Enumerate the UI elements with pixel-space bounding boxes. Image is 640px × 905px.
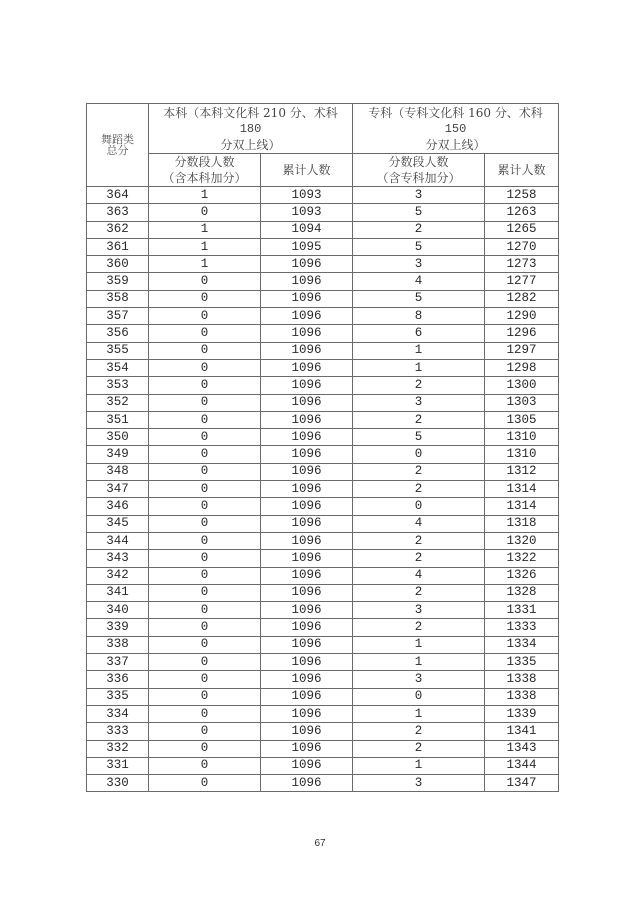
undergraduate-cumulative-cell: 1096 (261, 619, 353, 636)
junior-college-cumulative-cell: 1263 (485, 204, 559, 221)
undergraduate-segment-count-cell: 0 (149, 342, 261, 359)
total-score-cell: 362 (87, 221, 149, 238)
undergraduate-cumulative-cell: 1096 (261, 256, 353, 273)
undergraduate-segment-count-cell: 0 (149, 463, 261, 480)
junior-college-cumulative-cell: 1297 (485, 342, 559, 359)
undergraduate-segment-count-cell: 0 (149, 204, 261, 221)
undergraduate-segment-count-cell: 0 (149, 740, 261, 757)
undergraduate-segment-count-cell: 0 (149, 688, 261, 705)
junior-college-cumulative-cell: 1347 (485, 775, 559, 792)
undergraduate-segment-count-cell: 0 (149, 429, 261, 446)
total-score-cell: 363 (87, 204, 149, 221)
junior-college-cumulative-cell: 1344 (485, 757, 559, 774)
junior-college-cumulative-cell: 1326 (485, 567, 559, 584)
total-score-cell: 351 (87, 411, 149, 428)
total-score-cell: 346 (87, 498, 149, 515)
table-row (87, 636, 559, 653)
undergraduate-cumulative-cell: 1094 (261, 221, 353, 238)
table-row (87, 359, 559, 376)
junior-college-segment-count-cell: 5 (353, 238, 485, 255)
table-row (87, 567, 559, 584)
junior-college-segment-count-cell: 1 (353, 342, 485, 359)
junior-college-cumulative-cell: 1341 (485, 723, 559, 740)
undergraduate-segment-count-cell: 1 (149, 221, 261, 238)
undergraduate-segment-count-header (149, 154, 261, 187)
junior-college-cumulative-header (485, 154, 559, 187)
junior-college-segment-count-cell: 1 (353, 636, 485, 653)
undergraduate-cumulative-cell: 1096 (261, 325, 353, 342)
total-score-cell: 341 (87, 584, 149, 601)
table-row (87, 688, 559, 705)
junior-college-segment-count-cell: 2 (353, 740, 485, 757)
junior-college-segment-count-cell: 2 (353, 723, 485, 740)
table-row (87, 204, 559, 221)
table-row (87, 481, 559, 498)
table-row (87, 429, 559, 446)
junior-college-segment-count-header (353, 154, 485, 187)
undergraduate-cumulative-cell: 1096 (261, 273, 353, 290)
junior-college-segment-count-cell: 2 (353, 619, 485, 636)
junior-college-segment-count-cell: 2 (353, 550, 485, 567)
junior-college-cumulative-cell: 1335 (485, 654, 559, 671)
junior-college-cumulative-cell: 1258 (485, 187, 559, 204)
junior-college-cumulative-cell: 1282 (485, 290, 559, 307)
junior-college-segment-count-cell: 5 (353, 204, 485, 221)
table-row (87, 394, 559, 411)
undergraduate-group-header (149, 104, 353, 154)
table-row (87, 671, 559, 688)
undergraduate-segment-count-cell: 0 (149, 273, 261, 290)
table-row (87, 446, 559, 463)
total-score-cell: 335 (87, 688, 149, 705)
junior-college-segment-count-cell: 4 (353, 273, 485, 290)
junior-college-cumulative-cell: 1312 (485, 463, 559, 480)
subheader-line1: 累计人数 (497, 163, 546, 177)
undergraduate-cumulative-cell: 1096 (261, 308, 353, 325)
table-row (87, 238, 559, 255)
undergraduate-segment-count-cell: 1 (149, 187, 261, 204)
junior-college-header-line2: 150 (444, 121, 467, 136)
table-row (87, 498, 559, 515)
undergraduate-cumulative-cell: 1096 (261, 377, 353, 394)
total-score-cell: 339 (87, 619, 149, 636)
table-row (87, 775, 559, 792)
undergraduate-cumulative-cell: 1096 (261, 463, 353, 480)
undergraduate-cumulative-cell: 1096 (261, 342, 353, 359)
junior-college-cumulative-cell: 1333 (485, 619, 559, 636)
total-score-cell: 358 (87, 290, 149, 307)
junior-college-segment-count-cell: 5 (353, 429, 485, 446)
page-number: 67 (314, 838, 326, 849)
junior-college-cumulative-cell: 1298 (485, 359, 559, 376)
junior-college-segment-count-cell: 3 (353, 394, 485, 411)
undergraduate-segment-count-cell: 0 (149, 757, 261, 774)
junior-college-cumulative-cell: 1314 (485, 498, 559, 515)
table-row (87, 619, 559, 636)
undergraduate-cumulative-cell: 1096 (261, 290, 353, 307)
table-body (87, 187, 559, 792)
undergraduate-segment-count-cell: 0 (149, 705, 261, 722)
table-row (87, 654, 559, 671)
junior-college-cumulative-cell: 1334 (485, 636, 559, 653)
total-score-cell: 353 (87, 377, 149, 394)
total-score-header-line1: 舞蹈类 (101, 133, 134, 146)
junior-college-segment-count-cell: 3 (353, 602, 485, 619)
junior-college-cumulative-cell: 1331 (485, 602, 559, 619)
junior-college-segment-count-cell: 8 (353, 308, 485, 325)
total-score-cell: 352 (87, 394, 149, 411)
junior-college-segment-count-cell: 3 (353, 671, 485, 688)
undergraduate-cumulative-cell: 1095 (261, 238, 353, 255)
total-score-cell: 357 (87, 308, 149, 325)
undergraduate-cumulative-cell: 1096 (261, 550, 353, 567)
junior-college-cumulative-cell: 1310 (485, 429, 559, 446)
table-row (87, 705, 559, 722)
junior-college-segment-count-cell: 0 (353, 498, 485, 515)
junior-college-cumulative-cell: 1318 (485, 515, 559, 532)
junior-college-segment-count-cell: 1 (353, 757, 485, 774)
undergraduate-header-line1: 本科（本科文化科 210 分、术科 (163, 105, 338, 120)
total-score-cell: 347 (87, 481, 149, 498)
undergraduate-cumulative-cell: 1096 (261, 394, 353, 411)
junior-college-segment-count-cell: 1 (353, 359, 485, 376)
junior-college-cumulative-cell: 1343 (485, 740, 559, 757)
table-row (87, 584, 559, 601)
junior-college-cumulative-cell: 1303 (485, 394, 559, 411)
total-score-cell: 330 (87, 775, 149, 792)
subheader-line2: （含专科加分） (376, 171, 461, 185)
table-row (87, 308, 559, 325)
undergraduate-segment-count-cell: 1 (149, 238, 261, 255)
total-score-cell: 345 (87, 515, 149, 532)
undergraduate-cumulative-cell: 1096 (261, 723, 353, 740)
table-row (87, 723, 559, 740)
total-score-cell: 349 (87, 446, 149, 463)
junior-college-segment-count-cell: 2 (353, 481, 485, 498)
undergraduate-segment-count-cell: 0 (149, 723, 261, 740)
total-score-cell: 348 (87, 463, 149, 480)
junior-college-header-line1: 专科（专科文化科 160 分、术科 (368, 105, 543, 120)
undergraduate-segment-count-cell: 0 (149, 775, 261, 792)
table-row (87, 550, 559, 567)
junior-college-cumulative-cell: 1265 (485, 221, 559, 238)
junior-college-cumulative-cell: 1310 (485, 446, 559, 463)
undergraduate-cumulative-cell: 1096 (261, 532, 353, 549)
table-row (87, 256, 559, 273)
total-score-cell: 354 (87, 359, 149, 376)
total-score-header-line2: 总分 (106, 144, 129, 157)
undergraduate-cumulative-cell: 1096 (261, 757, 353, 774)
total-score-cell: 338 (87, 636, 149, 653)
junior-college-segment-count-cell: 3 (353, 775, 485, 792)
total-score-cell: 342 (87, 567, 149, 584)
junior-college-cumulative-cell: 1296 (485, 325, 559, 342)
undergraduate-cumulative-cell: 1093 (261, 204, 353, 221)
total-score-cell: 331 (87, 757, 149, 774)
undergraduate-cumulative-cell: 1096 (261, 705, 353, 722)
undergraduate-segment-count-cell: 0 (149, 584, 261, 601)
undergraduate-header-line2: 180 (239, 121, 262, 136)
junior-college-segment-count-cell: 4 (353, 515, 485, 532)
undergraduate-segment-count-cell: 0 (149, 359, 261, 376)
junior-college-cumulative-cell: 1322 (485, 550, 559, 567)
total-score-cell: 343 (87, 550, 149, 567)
undergraduate-segment-count-cell: 1 (149, 256, 261, 273)
junior-college-segment-count-cell: 2 (353, 411, 485, 428)
undergraduate-cumulative-cell: 1096 (261, 584, 353, 601)
undergraduate-cumulative-cell: 1093 (261, 187, 353, 204)
table-row (87, 602, 559, 619)
total-score-cell: 355 (87, 342, 149, 359)
junior-college-segment-count-cell: 2 (353, 463, 485, 480)
undergraduate-cumulative-cell: 1096 (261, 740, 353, 757)
undergraduate-segment-count-cell: 0 (149, 619, 261, 636)
junior-college-cumulative-cell: 1270 (485, 238, 559, 255)
total-score-cell: 337 (87, 654, 149, 671)
undergraduate-segment-count-cell: 0 (149, 636, 261, 653)
table-row (87, 515, 559, 532)
total-score-cell: 361 (87, 238, 149, 255)
total-score-header (87, 104, 149, 187)
total-score-cell: 334 (87, 705, 149, 722)
undergraduate-segment-count-cell: 0 (149, 446, 261, 463)
junior-college-cumulative-cell: 1314 (485, 481, 559, 498)
undergraduate-cumulative-cell: 1096 (261, 498, 353, 515)
total-score-cell: 344 (87, 532, 149, 549)
junior-college-segment-count-cell: 6 (353, 325, 485, 342)
junior-college-cumulative-cell: 1339 (485, 705, 559, 722)
table-row (87, 757, 559, 774)
table-row (87, 187, 559, 204)
junior-college-cumulative-cell: 1338 (485, 671, 559, 688)
undergraduate-segment-count-cell: 0 (149, 515, 261, 532)
undergraduate-segment-count-cell: 0 (149, 602, 261, 619)
junior-college-group-header (353, 104, 559, 154)
undergraduate-segment-count-cell: 0 (149, 532, 261, 549)
total-score-cell: 332 (87, 740, 149, 757)
undergraduate-segment-count-cell: 0 (149, 498, 261, 515)
undergraduate-cumulative-cell: 1096 (261, 429, 353, 446)
junior-college-segment-count-cell: 3 (353, 187, 485, 204)
junior-college-cumulative-cell: 1305 (485, 411, 559, 428)
junior-college-cumulative-cell: 1300 (485, 377, 559, 394)
total-score-cell: 336 (87, 671, 149, 688)
subheader-line1: 分数段人数 (174, 155, 235, 169)
junior-college-segment-count-cell: 0 (353, 688, 485, 705)
undergraduate-segment-count-cell: 0 (149, 394, 261, 411)
junior-college-segment-count-cell: 4 (353, 567, 485, 584)
undergraduate-cumulative-cell: 1096 (261, 359, 353, 376)
total-score-cell: 364 (87, 187, 149, 204)
junior-college-cumulative-cell: 1320 (485, 532, 559, 549)
junior-college-segment-count-cell: 2 (353, 584, 485, 601)
table-row (87, 342, 559, 359)
subheader-line1: 累计人数 (282, 163, 331, 177)
junior-college-segment-count-cell: 5 (353, 290, 485, 307)
undergraduate-cumulative-cell: 1096 (261, 481, 353, 498)
undergraduate-segment-count-cell: 0 (149, 481, 261, 498)
undergraduate-cumulative-cell: 1096 (261, 446, 353, 463)
table-row (87, 463, 559, 480)
undergraduate-cumulative-cell: 1096 (261, 567, 353, 584)
undergraduate-header-line3: 分双上线） (220, 137, 281, 152)
undergraduate-segment-count-cell: 0 (149, 654, 261, 671)
table-row (87, 740, 559, 757)
undergraduate-segment-count-cell: 0 (149, 550, 261, 567)
undergraduate-cumulative-cell: 1096 (261, 411, 353, 428)
table-row (87, 411, 559, 428)
undergraduate-segment-count-cell: 0 (149, 290, 261, 307)
undergraduate-segment-count-cell: 0 (149, 308, 261, 325)
undergraduate-cumulative-cell: 1096 (261, 602, 353, 619)
header-row-groups (87, 104, 559, 154)
total-score-cell: 340 (87, 602, 149, 619)
score-distribution-table (86, 103, 559, 792)
subheader-line1: 分数段人数 (388, 155, 449, 169)
total-score-cell: 359 (87, 273, 149, 290)
undergraduate-cumulative-header (261, 154, 353, 187)
junior-college-header-line3: 分双上线） (425, 137, 486, 152)
table-row (87, 290, 559, 307)
junior-college-segment-count-cell: 2 (353, 221, 485, 238)
junior-college-cumulative-cell: 1328 (485, 584, 559, 601)
junior-college-cumulative-cell: 1277 (485, 273, 559, 290)
total-score-cell: 360 (87, 256, 149, 273)
junior-college-segment-count-cell: 0 (353, 446, 485, 463)
table-row (87, 221, 559, 238)
undergraduate-segment-count-cell: 0 (149, 325, 261, 342)
undergraduate-segment-count-cell: 0 (149, 411, 261, 428)
table-row (87, 325, 559, 342)
table-row (87, 532, 559, 549)
undergraduate-cumulative-cell: 1096 (261, 775, 353, 792)
junior-college-cumulative-cell: 1338 (485, 688, 559, 705)
undergraduate-cumulative-cell: 1096 (261, 671, 353, 688)
undergraduate-segment-count-cell: 0 (149, 671, 261, 688)
junior-college-segment-count-cell: 2 (353, 532, 485, 549)
header-row-subheaders (87, 154, 559, 187)
undergraduate-segment-count-cell: 0 (149, 377, 261, 394)
total-score-cell: 356 (87, 325, 149, 342)
junior-college-cumulative-cell: 1273 (485, 256, 559, 273)
total-score-cell: 333 (87, 723, 149, 740)
subheader-line2: （含本科加分） (162, 171, 247, 185)
table-row (87, 273, 559, 290)
junior-college-segment-count-cell: 1 (353, 705, 485, 722)
undergraduate-segment-count-cell: 0 (149, 567, 261, 584)
junior-college-segment-count-cell: 1 (353, 654, 485, 671)
junior-college-segment-count-cell: 3 (353, 256, 485, 273)
junior-college-cumulative-cell: 1290 (485, 308, 559, 325)
undergraduate-cumulative-cell: 1096 (261, 654, 353, 671)
undergraduate-cumulative-cell: 1096 (261, 515, 353, 532)
table-row (87, 377, 559, 394)
junior-college-segment-count-cell: 2 (353, 377, 485, 394)
total-score-cell: 350 (87, 429, 149, 446)
undergraduate-cumulative-cell: 1096 (261, 688, 353, 705)
undergraduate-cumulative-cell: 1096 (261, 636, 353, 653)
